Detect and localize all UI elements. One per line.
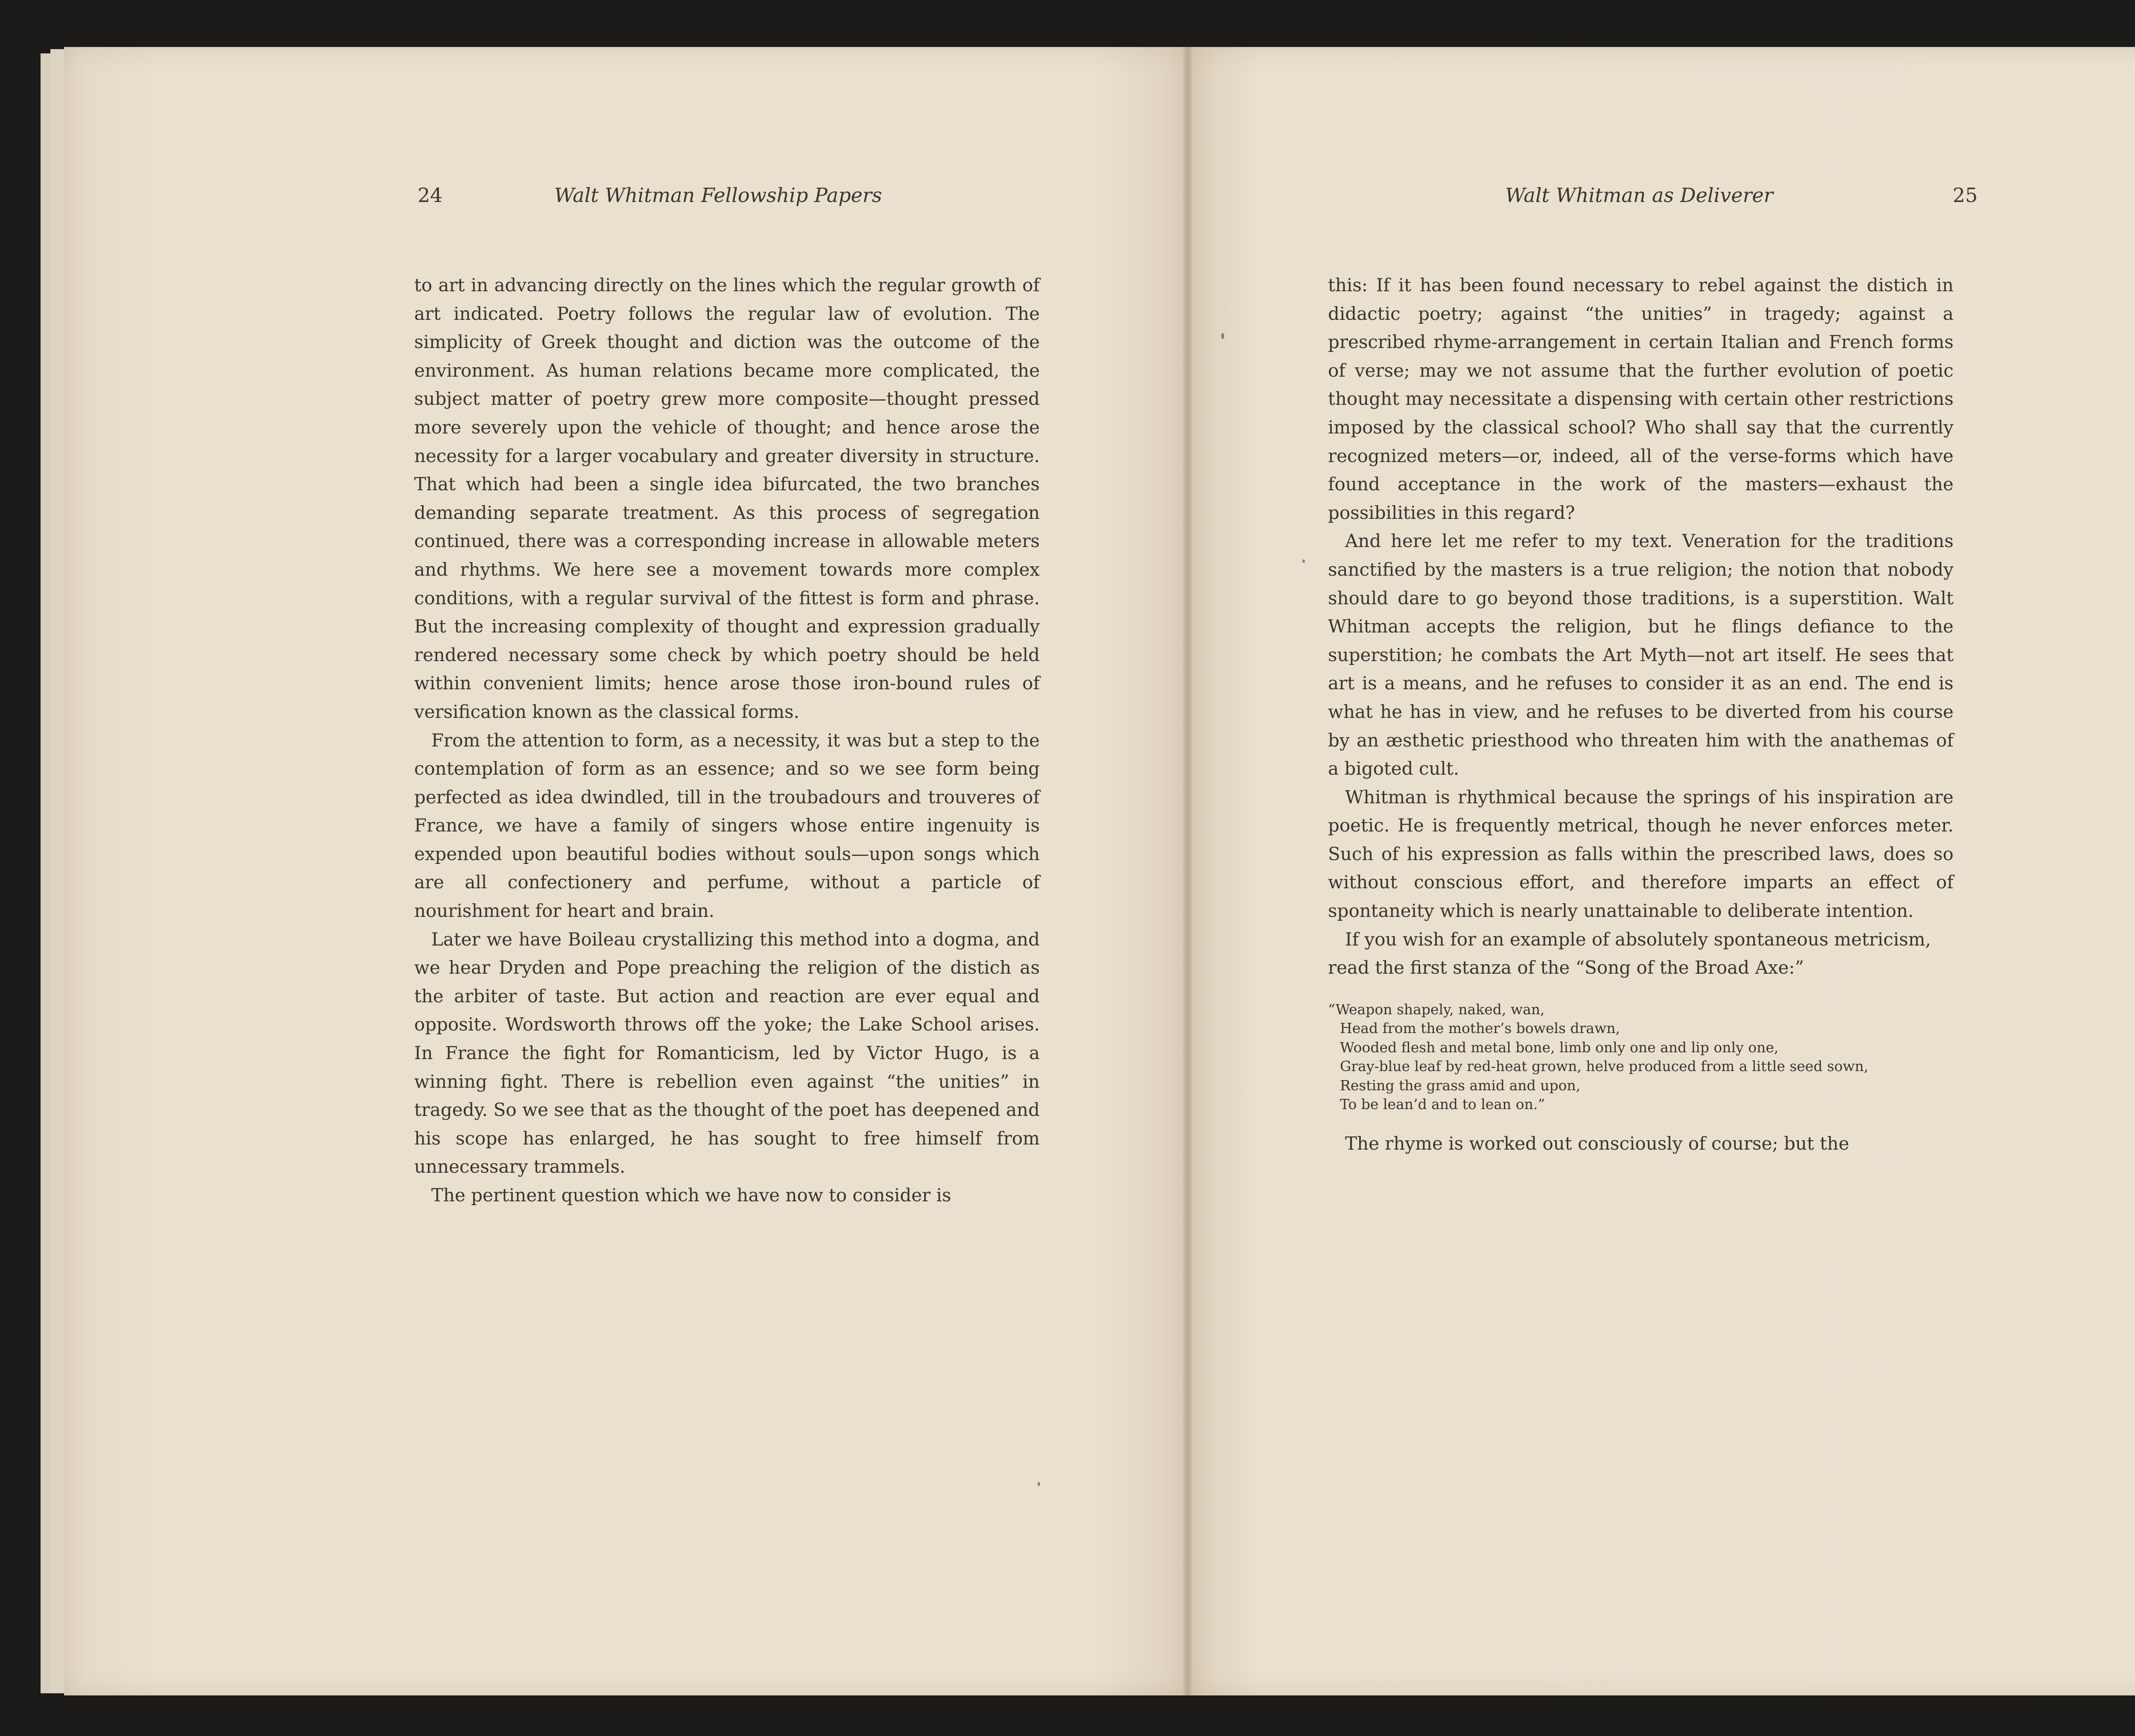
right-closing-line: The rhyme is worked out consciously of course; but the — [1345, 1133, 1849, 1154]
left-page — [64, 47, 1187, 1695]
right-running-title: Walt Whitman as Deliverer — [1505, 184, 1773, 207]
verse-line-2: Head from the mother’s bowels drawn, — [1340, 1020, 1620, 1037]
left-paragraph-2: From the attention to form, as a necessity, it was but a step to the contemplation of form as an essence; and so we see form being perfected as idea dwindled, till in the troubadours and trouveres of France, we have a family of singers whose entire ingenuity is expended upon beautiful bodies without souls—upon songs which are all confectionery and perfume, without a particle of nourishment for heart and brain. — [414, 729, 1040, 922]
verse-line-5: Resting the grass amid and upon, — [1340, 1077, 1581, 1094]
left-paragraph-3: Later we have Boileau crystallizing this method into a dogma, and we hear Dryden and Pope preaching the religion of the distich as the arbiter of taste. But action and reaction are ever equal and opposite. Wordsworth throws off the yoke; the Lake School arises. In France the fight for Romanticism, led by Victor Hugo, is a winning fight. There is rebellion even against “the unities” in tragedy. So we see that as the thought of the poet has deepened and his scope has enlarged, he has sought to free himself from unnecessary trammels. — [414, 928, 1040, 1177]
right-paragraph-2: And here let me refer to my text. Veneration for the traditions sanctified by the masters is a true religion; the notion that nobody should dare to go beyond those traditions, is a superstition. Walt Whitman accepts the religion, but he flings defiance to the superstition; he combats the Art Myth—not art itself. He sees that art is a means, and he refuses to consider it as an end. The end is what he has in view, and he refuses to be diverted from his course by an æsthetic priesthood who threaten him with the anathemas of a bigoted cult. — [1328, 530, 1954, 779]
paper-speck — [1038, 1482, 1040, 1486]
right-page-number: 25 — [1953, 184, 1978, 207]
right-page — [1191, 47, 2135, 1695]
verse-line-6: To be lean’d and to lean on.” — [1340, 1096, 1545, 1113]
paper-speck — [1302, 559, 1305, 563]
right-paragraph-4: If you wish for an example of absolutely spontaneous metricism, read the first stanza of the “Song of the Broad Axe:” — [1328, 928, 1931, 978]
left-paragraph-4: The pertinent question which we have now to consider is — [431, 1185, 951, 1206]
verse-line-1: “Weapon shapely, naked, wan, — [1328, 1001, 1545, 1018]
left-paragraph-1: to art in advancing directly on the lines which the regular growth of art indicated. Poetry follows the regular law of evolution. The simplicity of Greek thought and diction was the outcome of the environment. As human relations became more complicated, the subject matter of poetry grew more composite—thought pressed more severely upon the vehicle of thought; and hence arose the necessity for a larger vocabulary and greater diversity in structure. That which had been a single idea bifurcated, the two branches demanding separate treatment. As this process of segregation continued, there was a corresponding increase in allowable meters and rhythms. We here see a movement towards more complex conditions, with a regular survival of the fittest is form and phrase. But the increasing complexity of thought and expression gradually rendered necessary some check by which poetry should be held within convenient limits; hence arose those iron-bound rules of versification known as the classical forms. — [414, 275, 1040, 722]
left-page-number: 24 — [418, 184, 443, 207]
left-text-block — [414, 271, 1040, 1210]
song-of-the-broad-axe-verse — [1328, 1000, 1954, 1114]
right-text-block — [1328, 271, 1954, 1158]
left-running-title: Walt Whitman Fellowship Papers — [554, 184, 882, 207]
right-paragraph-3: Whitman is rhythmical because the springs of his inspiration are poetic. He is frequently metrical, though he never enforces meter. Such of his expression as falls within the prescribed laws, does so without conscious effort, and therefore imparts an effect of spontaneity which is nearly unattainable to deliberate intention. — [1328, 786, 1954, 922]
paper-speck — [1221, 333, 1224, 339]
verse-line-3: Wooded flesh and metal bone, limb only one and lip only one, — [1340, 1039, 1779, 1056]
right-paragraph-1: this: If it has been found necessary to rebel against the distich in didactic poetry; against “the unities” in tragedy; against a prescribed rhyme-arrangement in certain Italian and French forms of verse; may we not assume that the further evolution of poetic thought may necessitate a dispensing with certain other restrictions imposed by the classical school? Who shall say that the currently recognized meters—or, indeed, all of the verse-forms which have found acceptance in the work of the masters—exhaust the possibilities in this regard? — [1328, 275, 1954, 523]
verse-line-4: Gray-blue leaf by red-heat grown, helve produced from a little seed sown, — [1340, 1058, 1869, 1075]
